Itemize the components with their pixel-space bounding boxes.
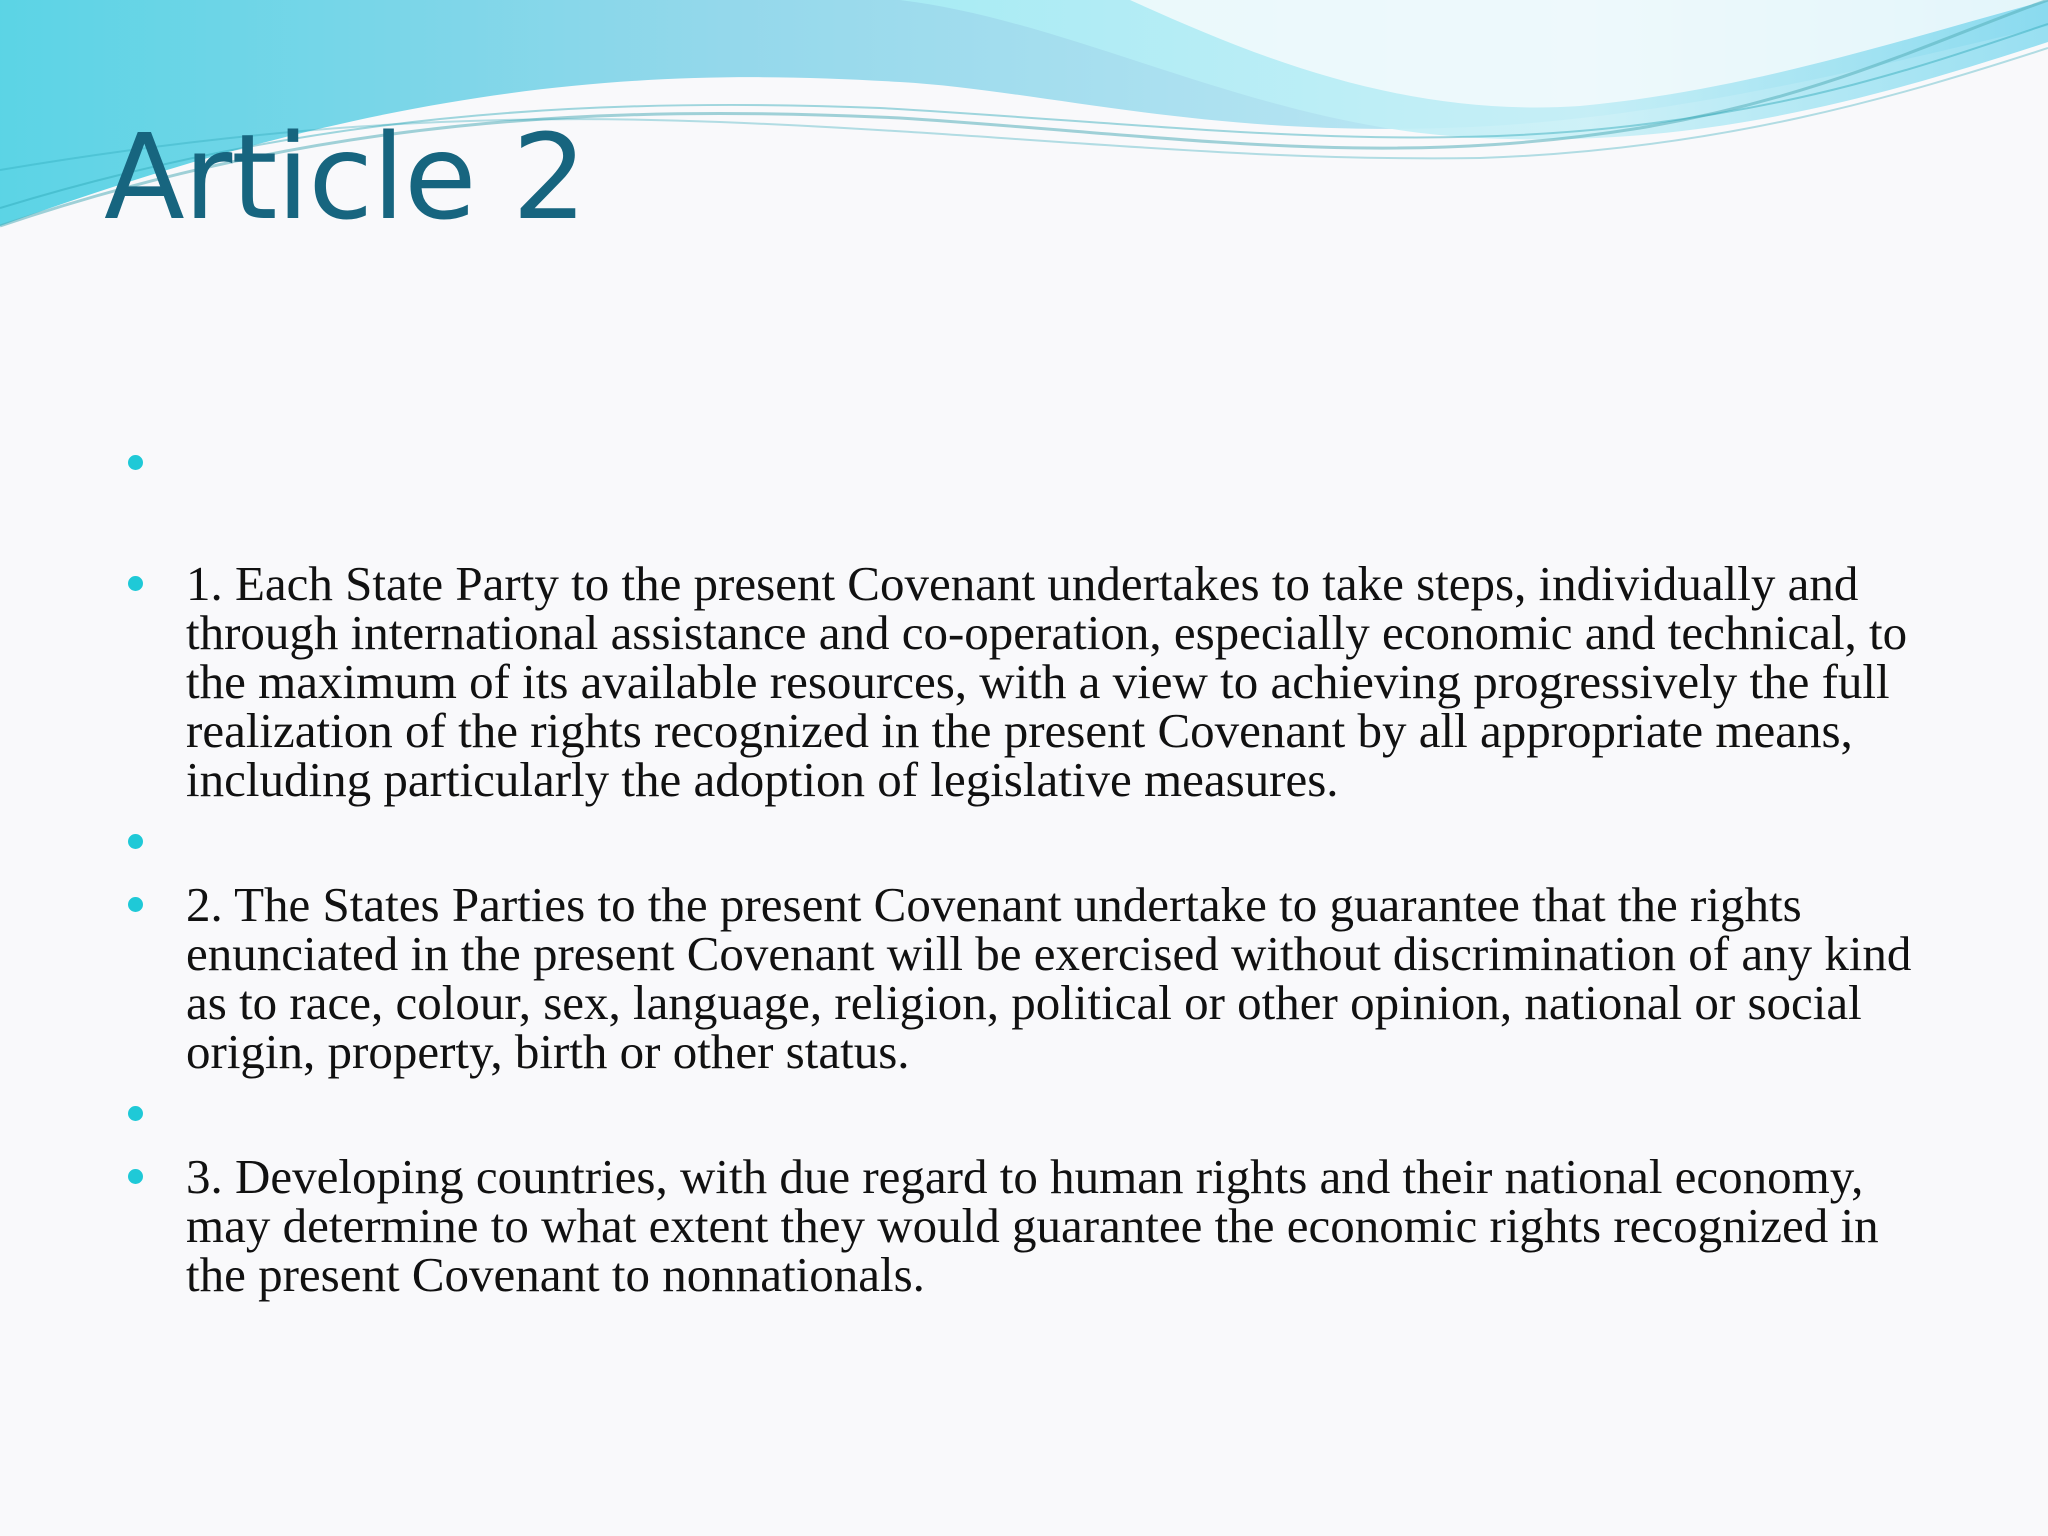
bullet-list (124, 438, 1924, 1302)
bullet-empty (124, 438, 1924, 487)
slide-title: Article 2 (104, 108, 587, 246)
bullet-empty (124, 1089, 1924, 1138)
bullet-empty (124, 817, 1924, 866)
bullet-paragraph-3: 3. Developing countries, with due regard to human rights and their national economy, may determine to what extent they would guarantee the economic rights recognized in the present Covenant to nonnationals. (124, 1152, 1924, 1299)
bullet-paragraph-2: 2. The States Parties to the present Covenant undertake to guarantee that the rights enunciated in the present Covenant will be exercised without discrimination of any kind as to race, colour, sex, language, religion, political or other opinion, national or social origin, property, birth or other status. (124, 880, 1924, 1076)
bullet-paragraph-1: 1. Each State Party to the present Covenant undertakes to take steps, individually and through international assistance and co-operation, especially economic and technical, to the maximum of its available resources, with a view to achieving progressively the full realization of the rights recognized in the present Covenant by all appropriate means, including particularly the adoption of legislative measures. (124, 559, 1924, 804)
